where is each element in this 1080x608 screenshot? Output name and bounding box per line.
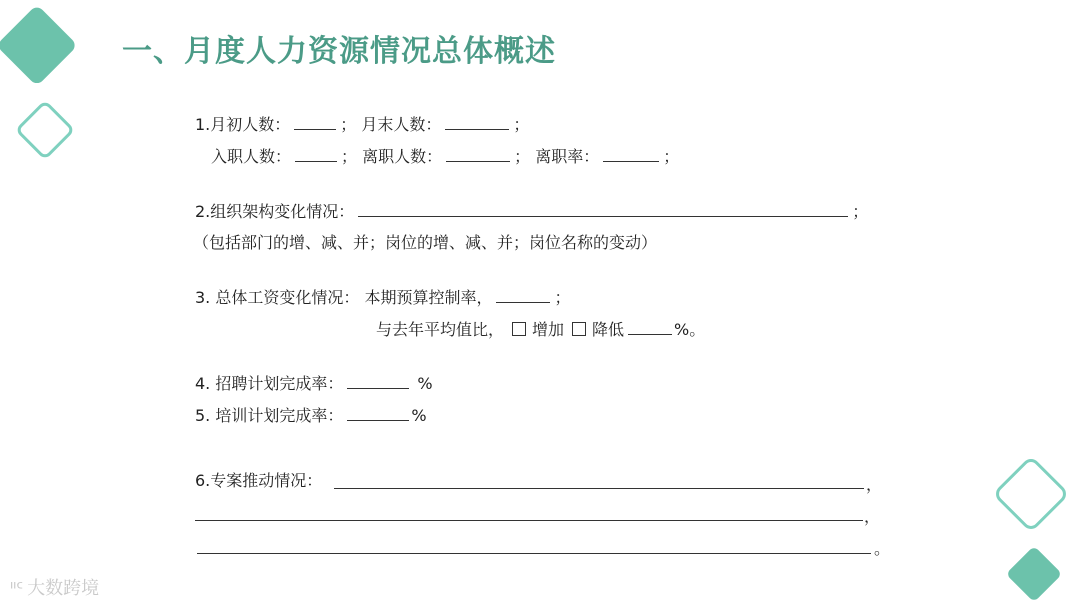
start-count-blank[interactable] [294, 113, 336, 130]
item3-line1-end: ； [554, 288, 571, 307]
watermark-text: 大数跨境 [27, 578, 100, 599]
recruit-rate-blank[interactable] [347, 372, 409, 389]
project-blank-2[interactable] [195, 520, 863, 521]
item2-line [195, 200, 868, 223]
decrease-label: 降低 [592, 320, 625, 339]
item6-line [195, 470, 322, 492]
item1-line2-end: ； [663, 147, 680, 166]
diamond-outline-right [985, 448, 1077, 540]
budget-rate-blank[interactable] [496, 286, 550, 303]
decrease-checkbox[interactable] [572, 322, 586, 336]
leave-count-label: ； 离职人数： [341, 147, 443, 166]
turnover-rate-blank[interactable] [603, 145, 659, 162]
leave-count-blank[interactable] [446, 145, 510, 162]
watermark [10, 574, 99, 600]
item1-end-count-label: ； 月末人数： [340, 115, 442, 134]
item1-start-count-label: 1.月初人数： [195, 115, 291, 134]
salary-change-label: 3. 总体工资变化情况： 本期预算控制率， [195, 288, 493, 307]
diamond-filled-bottom-right [1000, 540, 1068, 608]
item1-line1 [195, 113, 529, 136]
change-percent-blank[interactable] [628, 318, 672, 335]
org-change-blank[interactable] [358, 200, 848, 217]
page-title: 一、月度人力资源情况总体概述 [122, 34, 556, 69]
recruit-rate-label: 4. 招聘计划完成率： [195, 374, 344, 393]
item1-line1-end: ； [513, 115, 530, 134]
item1-line2 [211, 145, 679, 168]
training-rate-blank[interactable] [347, 404, 409, 421]
item5-line [195, 404, 427, 427]
turnover-rate-label: ； 离职率： [514, 147, 600, 166]
increase-label: 增加 [532, 320, 565, 339]
hire-count-label: 入职人数： [211, 147, 292, 166]
project-progress-label: 6.专案推动情况： [195, 471, 323, 490]
training-rate-label: 5. 培训计划完成率： [195, 406, 344, 425]
increase-checkbox[interactable] [512, 322, 526, 336]
item6-end1: ， [866, 475, 883, 494]
item4-line [195, 372, 433, 395]
item2-end: ； [852, 202, 869, 221]
end-count-blank[interactable] [445, 113, 509, 130]
item3-line2 [376, 318, 705, 341]
compare-label: 与去年平均值比， [376, 320, 505, 339]
hire-count-blank[interactable] [295, 145, 337, 162]
item3-line2-end: %。 [674, 320, 706, 339]
project-blank-1[interactable] [334, 488, 864, 489]
project-blank-3[interactable] [197, 553, 871, 554]
item2-note: （包括部门的增、减、并；岗位的增、减、并；岗位名称的变动） [193, 233, 658, 252]
watermark-logo-icon: ᐦᑦ [10, 579, 24, 598]
item6-end3: 。 [874, 539, 891, 558]
diamond-filled-top-left [0, 0, 95, 95]
recruit-rate-unit: % [417, 374, 433, 393]
diamond-outline-left [10, 95, 80, 165]
item6-end2: ， [864, 507, 881, 526]
org-change-label: 2.组织架构变化情况： [195, 202, 355, 221]
item3-line1 [195, 286, 570, 309]
training-rate-unit: % [411, 406, 427, 425]
